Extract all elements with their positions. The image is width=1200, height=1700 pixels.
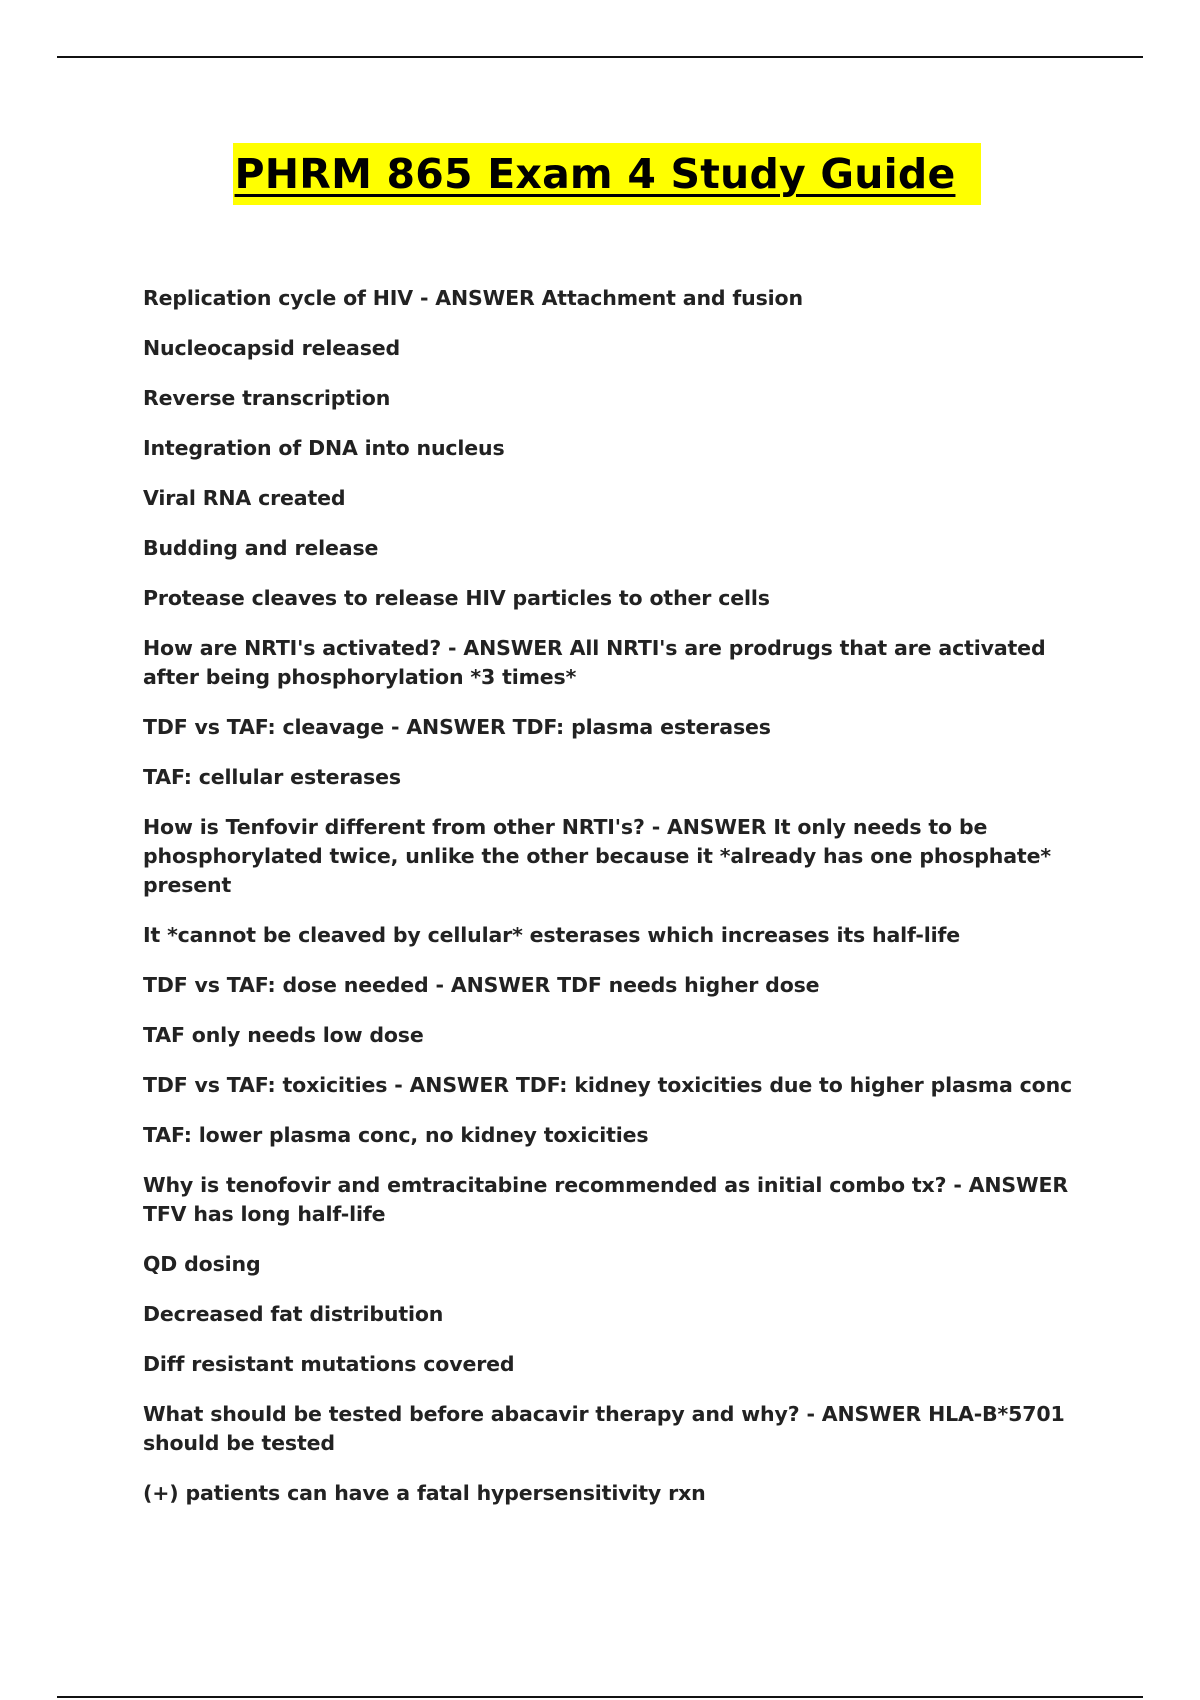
entry-tdf-taf-toxicities: TDF vs TAF: toxicities - ANSWER TDF: kidney toxicities due to higher plasma conc xyxy=(143,1073,1073,1097)
entry-abacavir-testing: What should be tested before abacavir therapy and why? - ANSWER HLA-B*5701 should be tested xyxy=(143,1402,1065,1455)
entry-tdf-taf-dose: TDF vs TAF: dose needed - ANSWER TDF needs higher dose xyxy=(143,973,820,997)
page-title: PHRM 865 Exam 4 Study Guide xyxy=(233,143,982,205)
bottom-divider xyxy=(57,1696,1143,1698)
entry-taf-lower-plasma: TAF: lower plasma conc, no kidney toxicities xyxy=(143,1123,649,1147)
entry-hypersensitivity: (+) patients can have a fatal hypersensitivity rxn xyxy=(143,1481,706,1505)
top-divider xyxy=(57,56,1143,58)
entry-resistant-mutations: Diff resistant mutations covered xyxy=(143,1352,515,1376)
entry-reverse-transcription: Reverse transcription xyxy=(143,386,391,410)
entry-nrti-activation: How are NRTI's activated? - ANSWER All NRTI's are prodrugs that are activated after being phosphorylation *3 times* xyxy=(143,636,1046,689)
entry-cannot-be-cleaved: It *cannot be cleaved by cellular* esterases which increases its half-life xyxy=(143,923,961,947)
entry-integration: Integration of DNA into nucleus xyxy=(143,436,505,460)
title-block xyxy=(0,143,1200,205)
study-guide-content xyxy=(143,284,1103,1529)
entry-tenofovir-difference: How is Tenfovir different from other NRTI's? - ANSWER It only needs to be phosphorylated twice, unlike the other because it *already has one phosphate* present xyxy=(143,815,1051,897)
entry-replication-cycle: Replication cycle of HIV - ANSWER Attachment and fusion xyxy=(143,286,803,310)
entry-fat-distribution: Decreased fat distribution xyxy=(143,1302,444,1326)
entry-viral-rna: Viral RNA created xyxy=(143,486,346,510)
entry-nucleocapsid: Nucleocapsid released xyxy=(143,336,401,360)
entry-budding: Budding and release xyxy=(143,536,379,560)
entry-qd-dosing: QD dosing xyxy=(143,1252,261,1276)
entry-protease: Protease cleaves to release HIV particles to other cells xyxy=(143,586,770,610)
entry-tdf-taf-cleavage: TDF vs TAF: cleavage - ANSWER TDF: plasma esterases xyxy=(143,715,771,739)
entry-taf-low-dose: TAF only needs low dose xyxy=(143,1023,424,1047)
entry-combo-tx: Why is tenofovir and emtracitabine recommended as initial combo tx? - ANSWER TFV has long half-life xyxy=(143,1173,1068,1226)
entry-taf-cellular: TAF: cellular esterases xyxy=(143,765,401,789)
